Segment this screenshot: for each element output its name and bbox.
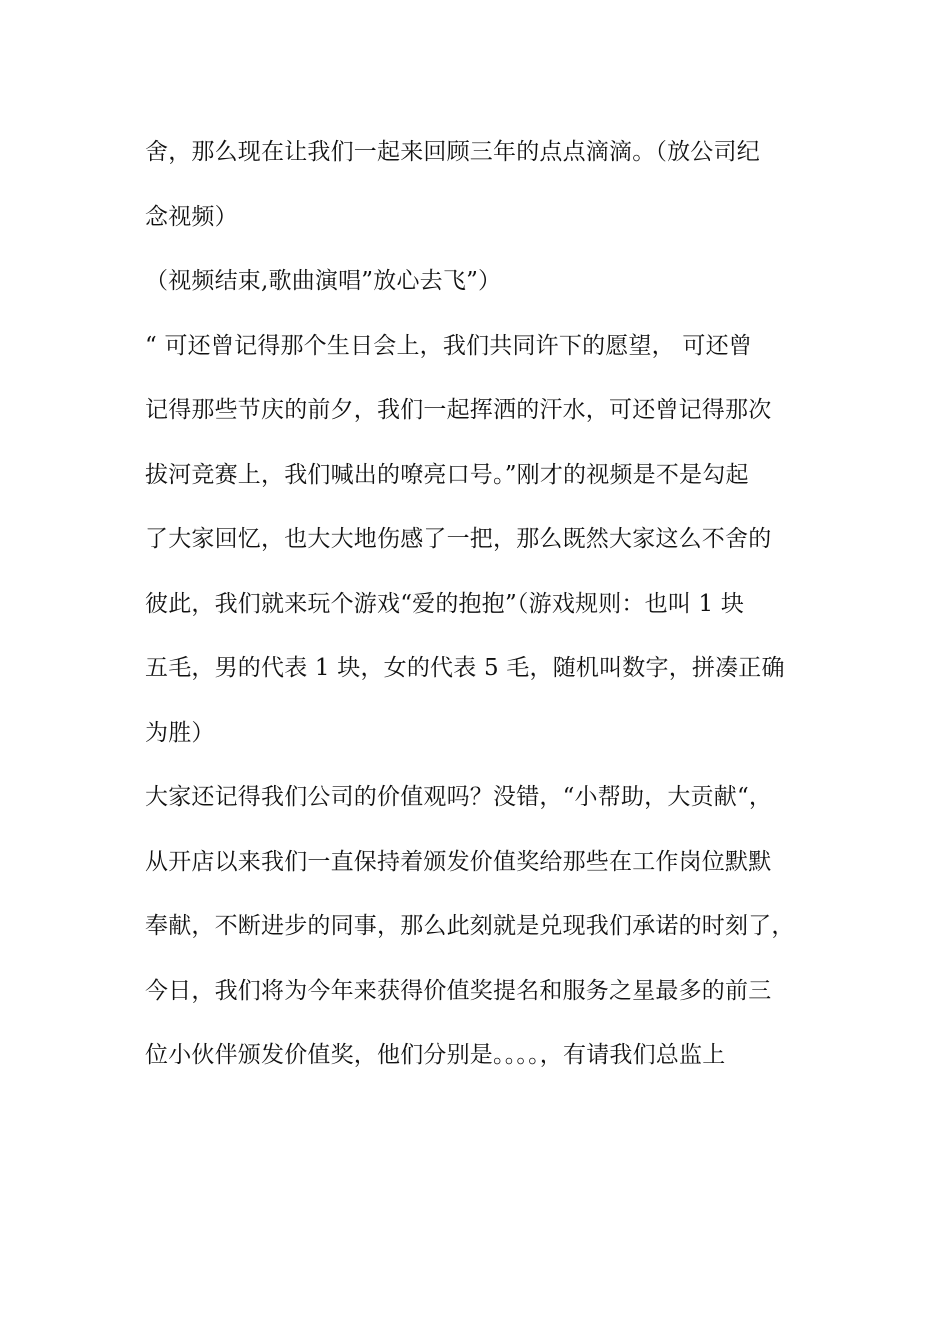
- text-line: 位小伙伴颁发价值奖，他们分别是。。。。，有请我们总监上: [145, 1042, 726, 1068]
- document-body: [145, 128, 825, 1095]
- text-line: 从开店以来我们一直保持着颁发价值奖给那些在工作岗位默默: [145, 848, 772, 875]
- text-line: 舍，那么现在让我们一起来回顾三年的点点滴滴。（放公司纪: [145, 139, 760, 165]
- text-line: 记得那些节庆的前夕，我们一起挥洒的汗水，可还曾记得那次: [145, 397, 772, 423]
- text-line: 彼此，我们就来玩个游戏“爱的抱抱”（游戏规则：也叫 1 块: [145, 590, 745, 617]
- text-line: “ 可还曾记得那个生日会上，我们共同许下的愿望， 可还曾: [145, 332, 752, 359]
- text-line: 今日，我们将为今年来获得价值奖提名和服务之星最多的前三: [145, 977, 772, 1004]
- text-line: 为胜）: [145, 719, 215, 746]
- text-line: 五毛，男的代表 1 块，女的代表 5 毛，随机叫数字，拼凑正确: [145, 655, 785, 681]
- text-line: （视频结束,歌曲演唱”放心去飞”）: [145, 268, 502, 294]
- text-line: 大家还记得我们公司的价值观吗？没错，“小帮助，大贡献“，: [145, 784, 773, 810]
- text-line: 拔河竞赛上，我们喊出的嘹亮口号。”刚才的视频是不是勾起: [145, 461, 749, 488]
- text-line: 念视频）: [145, 203, 238, 230]
- text-line: 奉献，不断进步的同事，那么此刻就是兑现我们承诺的时刻了，: [145, 913, 795, 939]
- text-line: 了大家回忆，也大大地伤感了一把，那么既然大家这么不舍的: [145, 526, 772, 552]
